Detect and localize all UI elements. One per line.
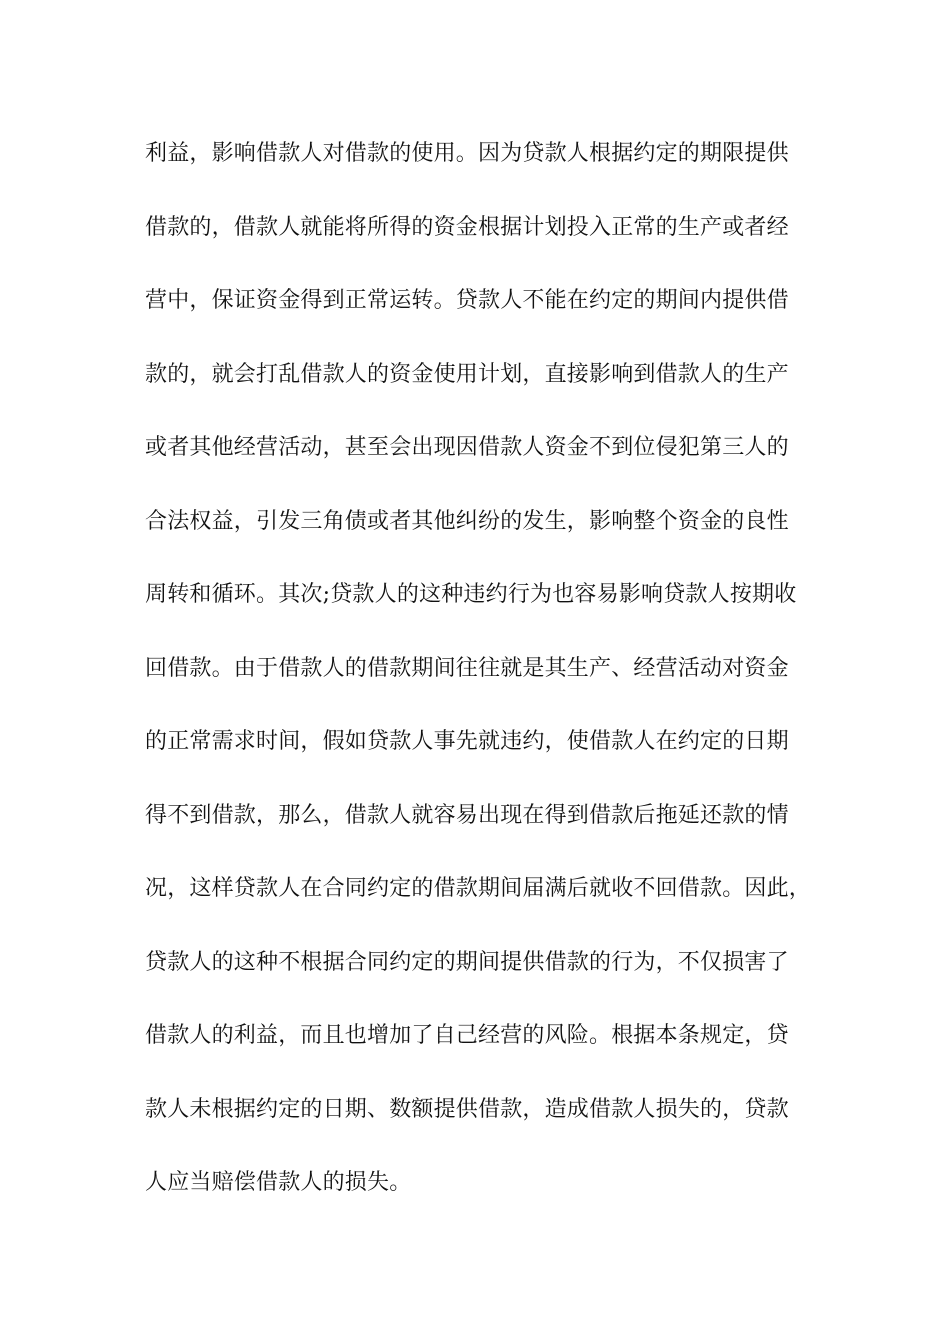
text-line: 借款人的利益，而且也增加了自己经营的风险。根据本条规定，贷: [145, 1023, 789, 1048]
text-line: 贷款人的这种不根据合同约定的期间提供借款的行为，不仅损害了: [145, 949, 789, 975]
text-line: 借款的，借款人就能将所得的资金根据计划投入正常的生产或者经: [145, 214, 789, 240]
text-line: 或者其他经营活动，甚至会出现因借款人资金不到位侵犯第三人的: [145, 435, 789, 460]
text-line: 的正常需求时间，假如贷款人事先就违约，使借款人在约定的日期: [145, 729, 789, 754]
text-line: 款人未根据约定的日期、数额提供借款，造成借款人损失的，贷款: [145, 1096, 789, 1122]
text-line: 款的，就会打乱借款人的资金使用计划，直接影响到借款人的生产: [145, 361, 789, 387]
text-line: 利益，影响借款人对借款的使用。因为贷款人根据约定的期限提供: [145, 141, 789, 166]
text-line: 人应当赔偿借款人的损失。: [145, 1170, 412, 1195]
text-line: 况，这样贷款人在合同约定的借款期间届满后就收不回借款。因此，: [145, 876, 812, 901]
text-line: 得不到借款，那么，借款人就容易出现在得到借款后拖延还款的情: [145, 802, 789, 828]
text-line: 周转和循环。其次;贷款人的这种违约行为也容易影响贷款人按期收: [145, 582, 797, 607]
text-line: 回借款。由于借款人的借款期间往往就是其生产、经营活动对资金: [145, 655, 789, 681]
text-line: 合法权益，引发三角债或者其他纠纷的发生，影响整个资金的良性: [145, 508, 789, 534]
body-text: [145, 128, 825, 1231]
text-line: 营中，保证资金得到正常运转。贷款人不能在约定的期间内提供借: [145, 288, 789, 313]
